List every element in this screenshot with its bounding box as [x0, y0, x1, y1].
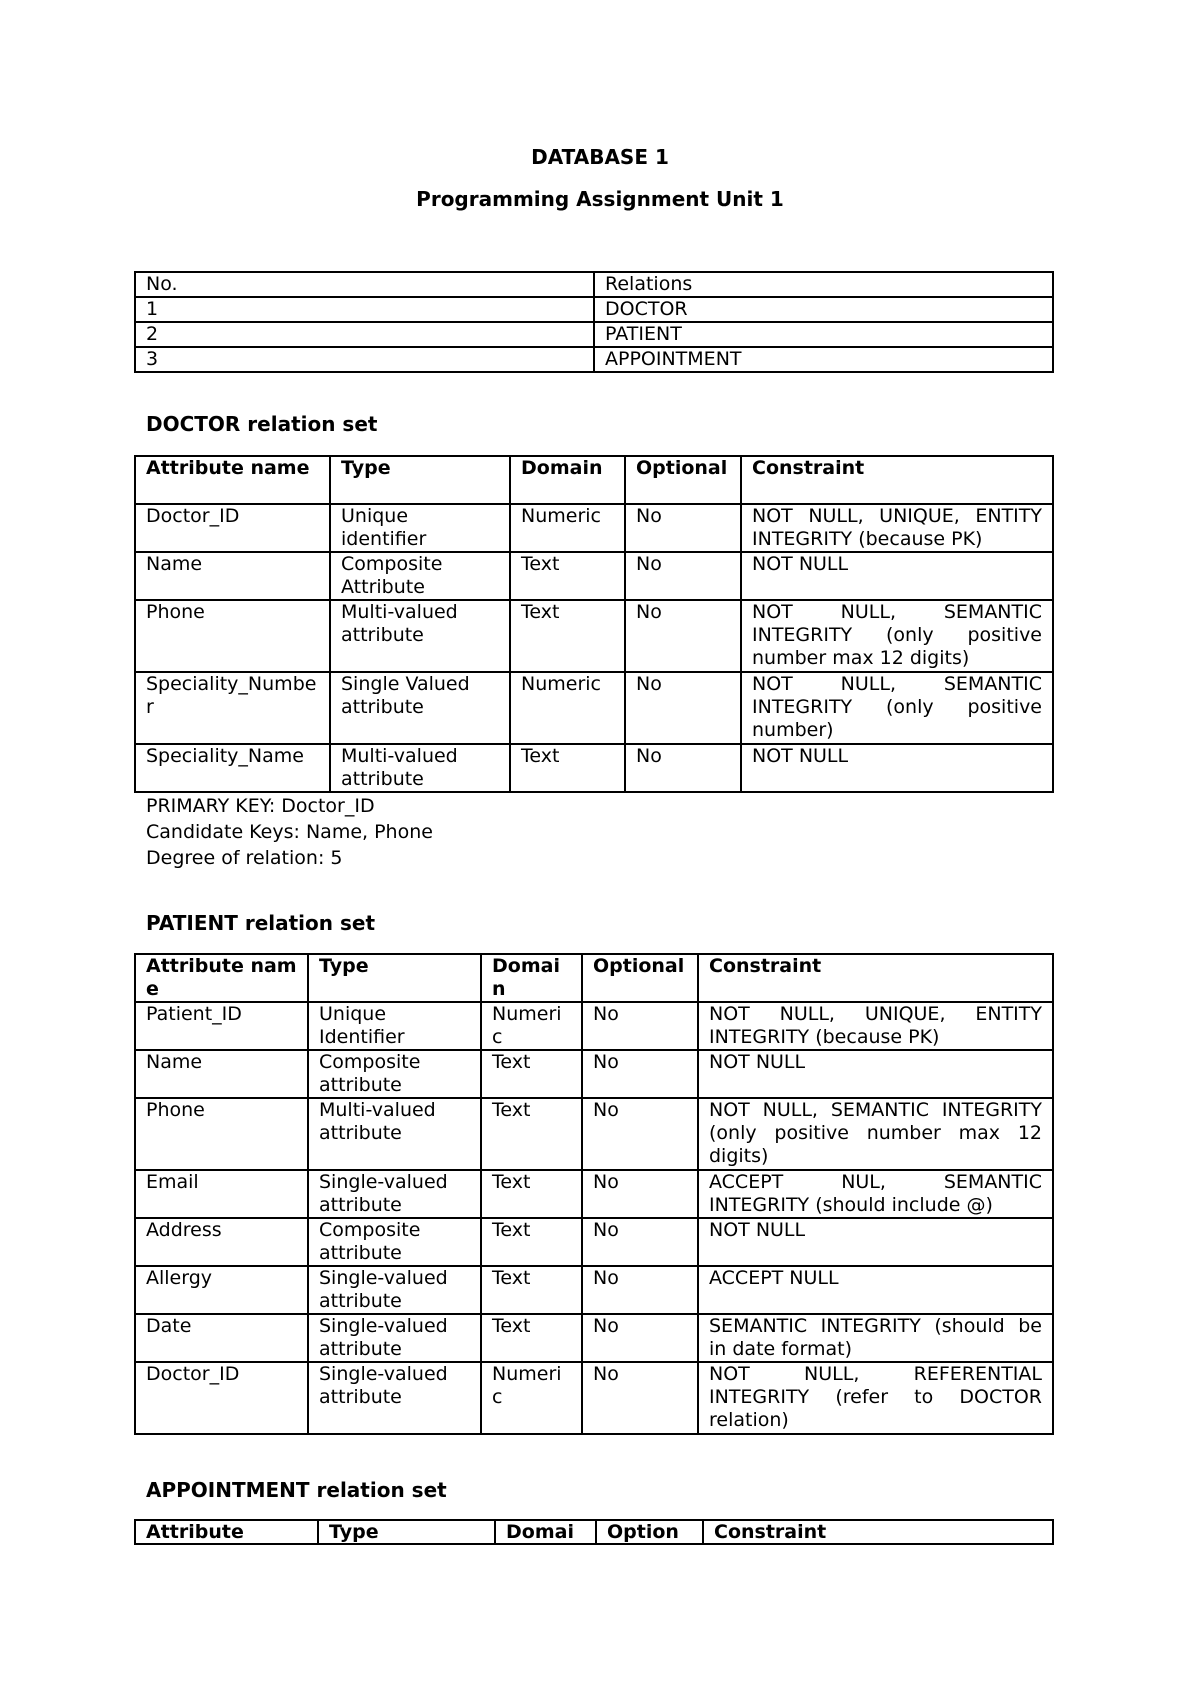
table-cell: Single Valued attribute	[330, 672, 510, 744]
table-cell: NOT NULL, UNIQUE, ENTITY INTEGRITY (because PK)	[741, 504, 1053, 552]
table-header-cell: Domain	[481, 954, 582, 1002]
table-header-row	[135, 1520, 1053, 1544]
table-cell: Phone	[135, 1098, 308, 1170]
table-cell: PATIENT	[594, 322, 1053, 347]
table-cell: No	[582, 1050, 698, 1098]
table-cell: No	[582, 1170, 698, 1218]
table-cell: Composite attribute	[308, 1218, 481, 1266]
doctor-keys	[146, 793, 433, 871]
table-row	[135, 272, 1053, 297]
table-cell: APPOINTMENT	[594, 347, 1053, 372]
table-cell: NOT NULL	[698, 1218, 1053, 1266]
table-row	[135, 1362, 1053, 1434]
table-cell: 1	[135, 297, 594, 322]
table-row	[135, 1050, 1053, 1098]
doctor-table	[134, 455, 1054, 793]
table-cell: Patient_ID	[135, 1002, 308, 1050]
table-cell: Single-valued attribute	[308, 1266, 481, 1314]
table-cell: DOCTOR	[594, 297, 1053, 322]
table-cell: NOT NULL, REFERENTIAL INTEGRITY (refer to DOCTOR relation)	[698, 1362, 1053, 1434]
table-row	[135, 1266, 1053, 1314]
table-cell: Numeric	[510, 672, 625, 744]
table-cell: Relations	[594, 272, 1053, 297]
table-cell: Single-valued attribute	[308, 1362, 481, 1434]
table-cell: Multi-valued attribute	[308, 1098, 481, 1170]
table-row	[135, 322, 1053, 347]
table-row	[135, 1002, 1053, 1050]
table-cell: Text	[481, 1170, 582, 1218]
table-cell: No	[582, 1218, 698, 1266]
table-cell: NOT NULL	[741, 744, 1053, 792]
table-row	[135, 1314, 1053, 1362]
table-row	[135, 504, 1053, 552]
document-assignment-title: Programming Assignment Unit 1	[416, 187, 784, 211]
table-cell: NOT NULL, SEMANTIC INTEGRITY (only positive number max 12 digits)	[698, 1098, 1053, 1170]
table-cell: No	[582, 1002, 698, 1050]
table-cell: Address	[135, 1218, 308, 1266]
table-cell: No	[582, 1266, 698, 1314]
appointment-section-heading: APPOINTMENT relation set	[146, 1478, 447, 1502]
table-cell: Email	[135, 1170, 308, 1218]
table-header-cell: Optional	[582, 954, 698, 1002]
table-cell: Multi-valued attribute	[330, 600, 510, 672]
table-row	[135, 1218, 1053, 1266]
table-header-cell: Constraint	[703, 1520, 1053, 1544]
table-header-cell: Attribute	[135, 1520, 318, 1544]
table-cell: Numeric	[510, 504, 625, 552]
table-cell: No.	[135, 272, 594, 297]
table-cell: ACCEPT NULL	[698, 1266, 1053, 1314]
table-cell: Unique Identifier	[308, 1002, 481, 1050]
table-row	[135, 744, 1053, 792]
table-cell: No	[625, 744, 741, 792]
table-cell: Single-valued attribute	[308, 1314, 481, 1362]
candidate-keys-line: Candidate Keys: Name, Phone	[146, 821, 433, 843]
table-cell: Numeric	[481, 1002, 582, 1050]
table-cell: No	[625, 672, 741, 744]
table-cell: No	[625, 600, 741, 672]
table-cell: 3	[135, 347, 594, 372]
table-cell: Text	[481, 1314, 582, 1362]
table-header-cell: Attribute name	[135, 954, 308, 1002]
table-cell: Text	[510, 744, 625, 792]
table-row	[135, 672, 1053, 744]
table-cell: NOT NULL	[698, 1050, 1053, 1098]
table-cell: Name	[135, 552, 330, 600]
table-cell: 2	[135, 322, 594, 347]
table-cell: Speciality_Name	[135, 744, 330, 792]
patient-section-heading: PATIENT relation set	[146, 911, 376, 935]
table-cell: Single-valued attribute	[308, 1170, 481, 1218]
table-header-cell: Attribute name	[135, 456, 330, 504]
table-header-cell: Constraint	[698, 954, 1053, 1002]
table-cell: Text	[510, 552, 625, 600]
primary-key-line: PRIMARY KEY: Doctor_ID	[146, 795, 375, 817]
table-cell: Phone	[135, 600, 330, 672]
table-cell: Date	[135, 1314, 308, 1362]
table-header-row	[135, 456, 1053, 504]
table-cell: Name	[135, 1050, 308, 1098]
table-cell: Multi-valued attribute	[330, 744, 510, 792]
appointment-table	[134, 1519, 1054, 1545]
table-header-cell: Type	[330, 456, 510, 504]
table-header-cell: Constraint	[741, 456, 1053, 504]
table-header-row	[135, 954, 1053, 1002]
table-cell: No	[625, 504, 741, 552]
table-cell: NOT NULL, SEMANTIC INTEGRITY (only positive number)	[741, 672, 1053, 744]
table-header-cell: Option	[596, 1520, 703, 1544]
table-header-cell: Optional	[625, 456, 741, 504]
table-cell: No	[582, 1314, 698, 1362]
patient-table	[134, 953, 1054, 1435]
table-header-cell: Type	[318, 1520, 495, 1544]
table-row	[135, 552, 1053, 600]
relations-table	[134, 271, 1054, 373]
table-cell: No	[582, 1362, 698, 1434]
table-cell: Text	[510, 600, 625, 672]
table-cell: NOT NULL, SEMANTIC INTEGRITY (only positive number max 12 digits)	[741, 600, 1053, 672]
table-cell: No	[582, 1098, 698, 1170]
table-row	[135, 347, 1053, 372]
table-row	[135, 600, 1053, 672]
degree-line: Degree of relation: 5	[146, 847, 343, 869]
table-cell: Text	[481, 1218, 582, 1266]
doctor-section-heading: DOCTOR relation set	[146, 412, 378, 436]
table-row	[135, 297, 1053, 322]
table-cell: Text	[481, 1266, 582, 1314]
document-course-title: DATABASE 1	[531, 145, 669, 169]
table-row	[135, 1170, 1053, 1218]
table-cell: Text	[481, 1050, 582, 1098]
table-row	[135, 1098, 1053, 1170]
table-cell: Composite attribute	[308, 1050, 481, 1098]
table-cell: ACCEPT NUL, SEMANTIC INTEGRITY (should include @)	[698, 1170, 1053, 1218]
table-cell: Numeric	[481, 1362, 582, 1434]
table-cell: Doctor_ID	[135, 1362, 308, 1434]
table-header-cell: Type	[308, 954, 481, 1002]
table-header-cell: Domai	[495, 1520, 596, 1544]
table-cell: Text	[481, 1098, 582, 1170]
table-cell: Composite Attribute	[330, 552, 510, 600]
table-cell: Doctor_ID	[135, 504, 330, 552]
table-cell: No	[625, 552, 741, 600]
table-cell: Unique identifier	[330, 504, 510, 552]
table-cell: Speciality_Number	[135, 672, 330, 744]
table-cell: NOT NULL, UNIQUE, ENTITY INTEGRITY (because PK)	[698, 1002, 1053, 1050]
table-cell: Allergy	[135, 1266, 308, 1314]
table-cell: NOT NULL	[741, 552, 1053, 600]
table-header-cell: Domain	[510, 456, 625, 504]
table-cell: SEMANTIC INTEGRITY (should be in date format)	[698, 1314, 1053, 1362]
